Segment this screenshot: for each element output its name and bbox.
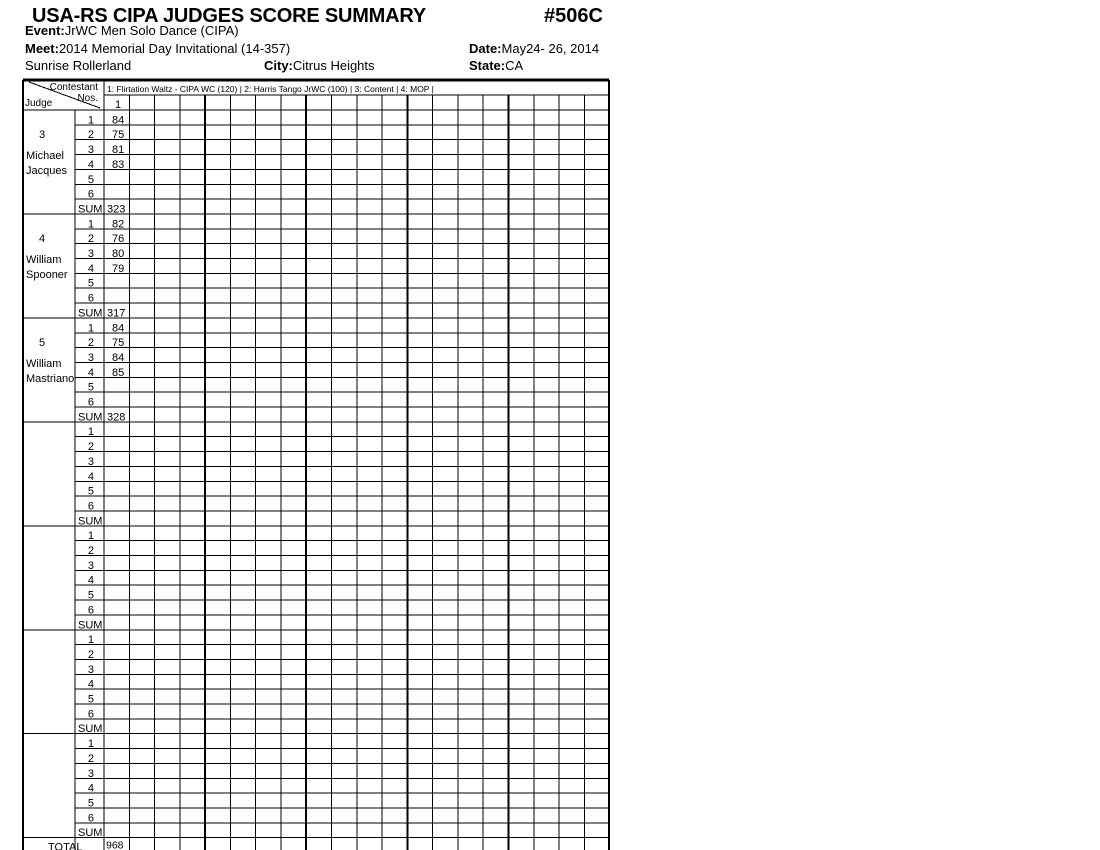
event-value: JrWC Men Solo Dance (CIPA) xyxy=(64,23,239,38)
row-label: 1 xyxy=(87,738,94,751)
row-label: 5 xyxy=(87,797,94,810)
score-cell: 81 xyxy=(112,144,125,157)
score-cell: 79 xyxy=(112,262,125,275)
event-label: Event: xyxy=(25,23,65,38)
meet-value: 2014 Memorial Day Invitational (14-357) xyxy=(58,41,291,56)
row-label: 3 xyxy=(87,144,94,157)
row-label: 5 xyxy=(87,589,94,602)
judge-last-name: Mastriano xyxy=(26,372,75,385)
row-label: 3 xyxy=(87,248,94,260)
row-label: 3 xyxy=(87,767,94,780)
row-label: 2 xyxy=(87,441,94,454)
state-value: CA xyxy=(505,58,524,73)
judge-last-name: Spooner xyxy=(26,268,68,281)
contestant-header: Contestant xyxy=(49,82,98,93)
total-value: 968 xyxy=(106,839,124,850)
judge-first-name: Michael xyxy=(26,150,64,162)
sum-label: SUM xyxy=(78,619,103,632)
nos-header: Nos. xyxy=(77,93,98,104)
row-label: 6 xyxy=(87,708,94,721)
score-cell: 83 xyxy=(112,158,125,171)
form-title: USA-RS CIPA JUDGES SCORE SUMMARY xyxy=(32,5,427,27)
sum-label: SUM xyxy=(78,723,103,736)
row-label: 2 xyxy=(87,752,94,765)
row-label: 6 xyxy=(87,396,94,409)
sum-label: SUM xyxy=(78,515,103,528)
row-label: 4 xyxy=(87,470,94,483)
state-label: State: xyxy=(469,58,506,73)
row-label: 5 xyxy=(87,693,94,706)
judge-first-name: William xyxy=(26,253,62,266)
sum-label: SUM xyxy=(78,827,103,840)
row-label: 1 xyxy=(87,530,94,543)
row-label: 5 xyxy=(87,173,94,186)
row-label: 1 xyxy=(87,426,94,439)
row-label: 1 xyxy=(87,218,94,231)
total-label: TOTAL xyxy=(48,841,83,850)
row-label: 3 xyxy=(87,559,94,572)
row-label: 2 xyxy=(87,648,94,661)
judge-last-name: Jacques xyxy=(26,165,67,177)
score-cell: 82 xyxy=(112,218,125,231)
score-cell: 75 xyxy=(112,129,125,142)
date-label: Date: xyxy=(469,41,502,56)
sum-label: SUM xyxy=(78,203,103,216)
sum-value: 328 xyxy=(107,411,126,424)
row-label: 3 xyxy=(87,455,94,468)
row-label: 6 xyxy=(87,604,94,617)
contestant-number: 1 xyxy=(114,99,122,111)
sum-label: SUM xyxy=(78,411,103,424)
row-label: 4 xyxy=(87,782,94,795)
row-label: 4 xyxy=(87,678,94,691)
row-label: 6 xyxy=(87,500,94,513)
row-label: 5 xyxy=(87,381,94,394)
sum-label: SUM xyxy=(78,307,103,320)
judge-number: 5 xyxy=(38,336,46,349)
city-label: City: xyxy=(264,58,293,73)
score-cell: 84 xyxy=(112,322,125,335)
row-label: 1 xyxy=(87,114,94,127)
score-cell: 80 xyxy=(112,248,125,260)
row-label: 2 xyxy=(87,233,94,246)
judge-number: 4 xyxy=(38,232,46,245)
judge-number: 3 xyxy=(38,129,46,141)
row-label: 4 xyxy=(87,366,94,379)
row-label: 2 xyxy=(87,129,94,142)
row-label: 4 xyxy=(87,262,94,275)
venue-name: Sunrise Rollerland xyxy=(25,58,132,73)
meet-label: Meet: xyxy=(25,41,59,56)
form-number: #506C xyxy=(544,5,603,27)
date-value: May24- 26, 2014 xyxy=(501,41,600,56)
row-label: 4 xyxy=(87,158,94,171)
row-label: 6 xyxy=(87,812,94,825)
judge-header: Judge xyxy=(25,98,53,109)
row-label: 6 xyxy=(87,292,94,305)
row-label: 3 xyxy=(87,351,94,364)
row-label: 5 xyxy=(87,485,94,498)
row-label: 2 xyxy=(87,337,94,350)
score-cell: 85 xyxy=(112,366,125,379)
sum-value: 323 xyxy=(107,203,126,216)
score-cell: 84 xyxy=(112,351,125,364)
row-label: 5 xyxy=(87,277,94,290)
row-label: 4 xyxy=(87,574,94,587)
score-cell: 76 xyxy=(112,233,125,246)
city-value: Citrus Heights xyxy=(292,58,375,73)
row-label: 3 xyxy=(87,663,94,676)
row-label: 1 xyxy=(87,634,94,647)
dance-legend: 1: Flirtation Waltz - CIPA WC (120) | 2: Harris Tango JrWC (100) | 3: Content | 4: MOP | xyxy=(107,84,434,94)
score-cell: 75 xyxy=(112,337,125,350)
score-cell: 84 xyxy=(112,114,125,127)
row-label: 1 xyxy=(87,322,94,335)
sum-value: 317 xyxy=(107,307,126,320)
judge-first-name: William xyxy=(26,357,62,370)
row-label: 2 xyxy=(87,545,94,557)
row-label: 6 xyxy=(87,188,94,201)
